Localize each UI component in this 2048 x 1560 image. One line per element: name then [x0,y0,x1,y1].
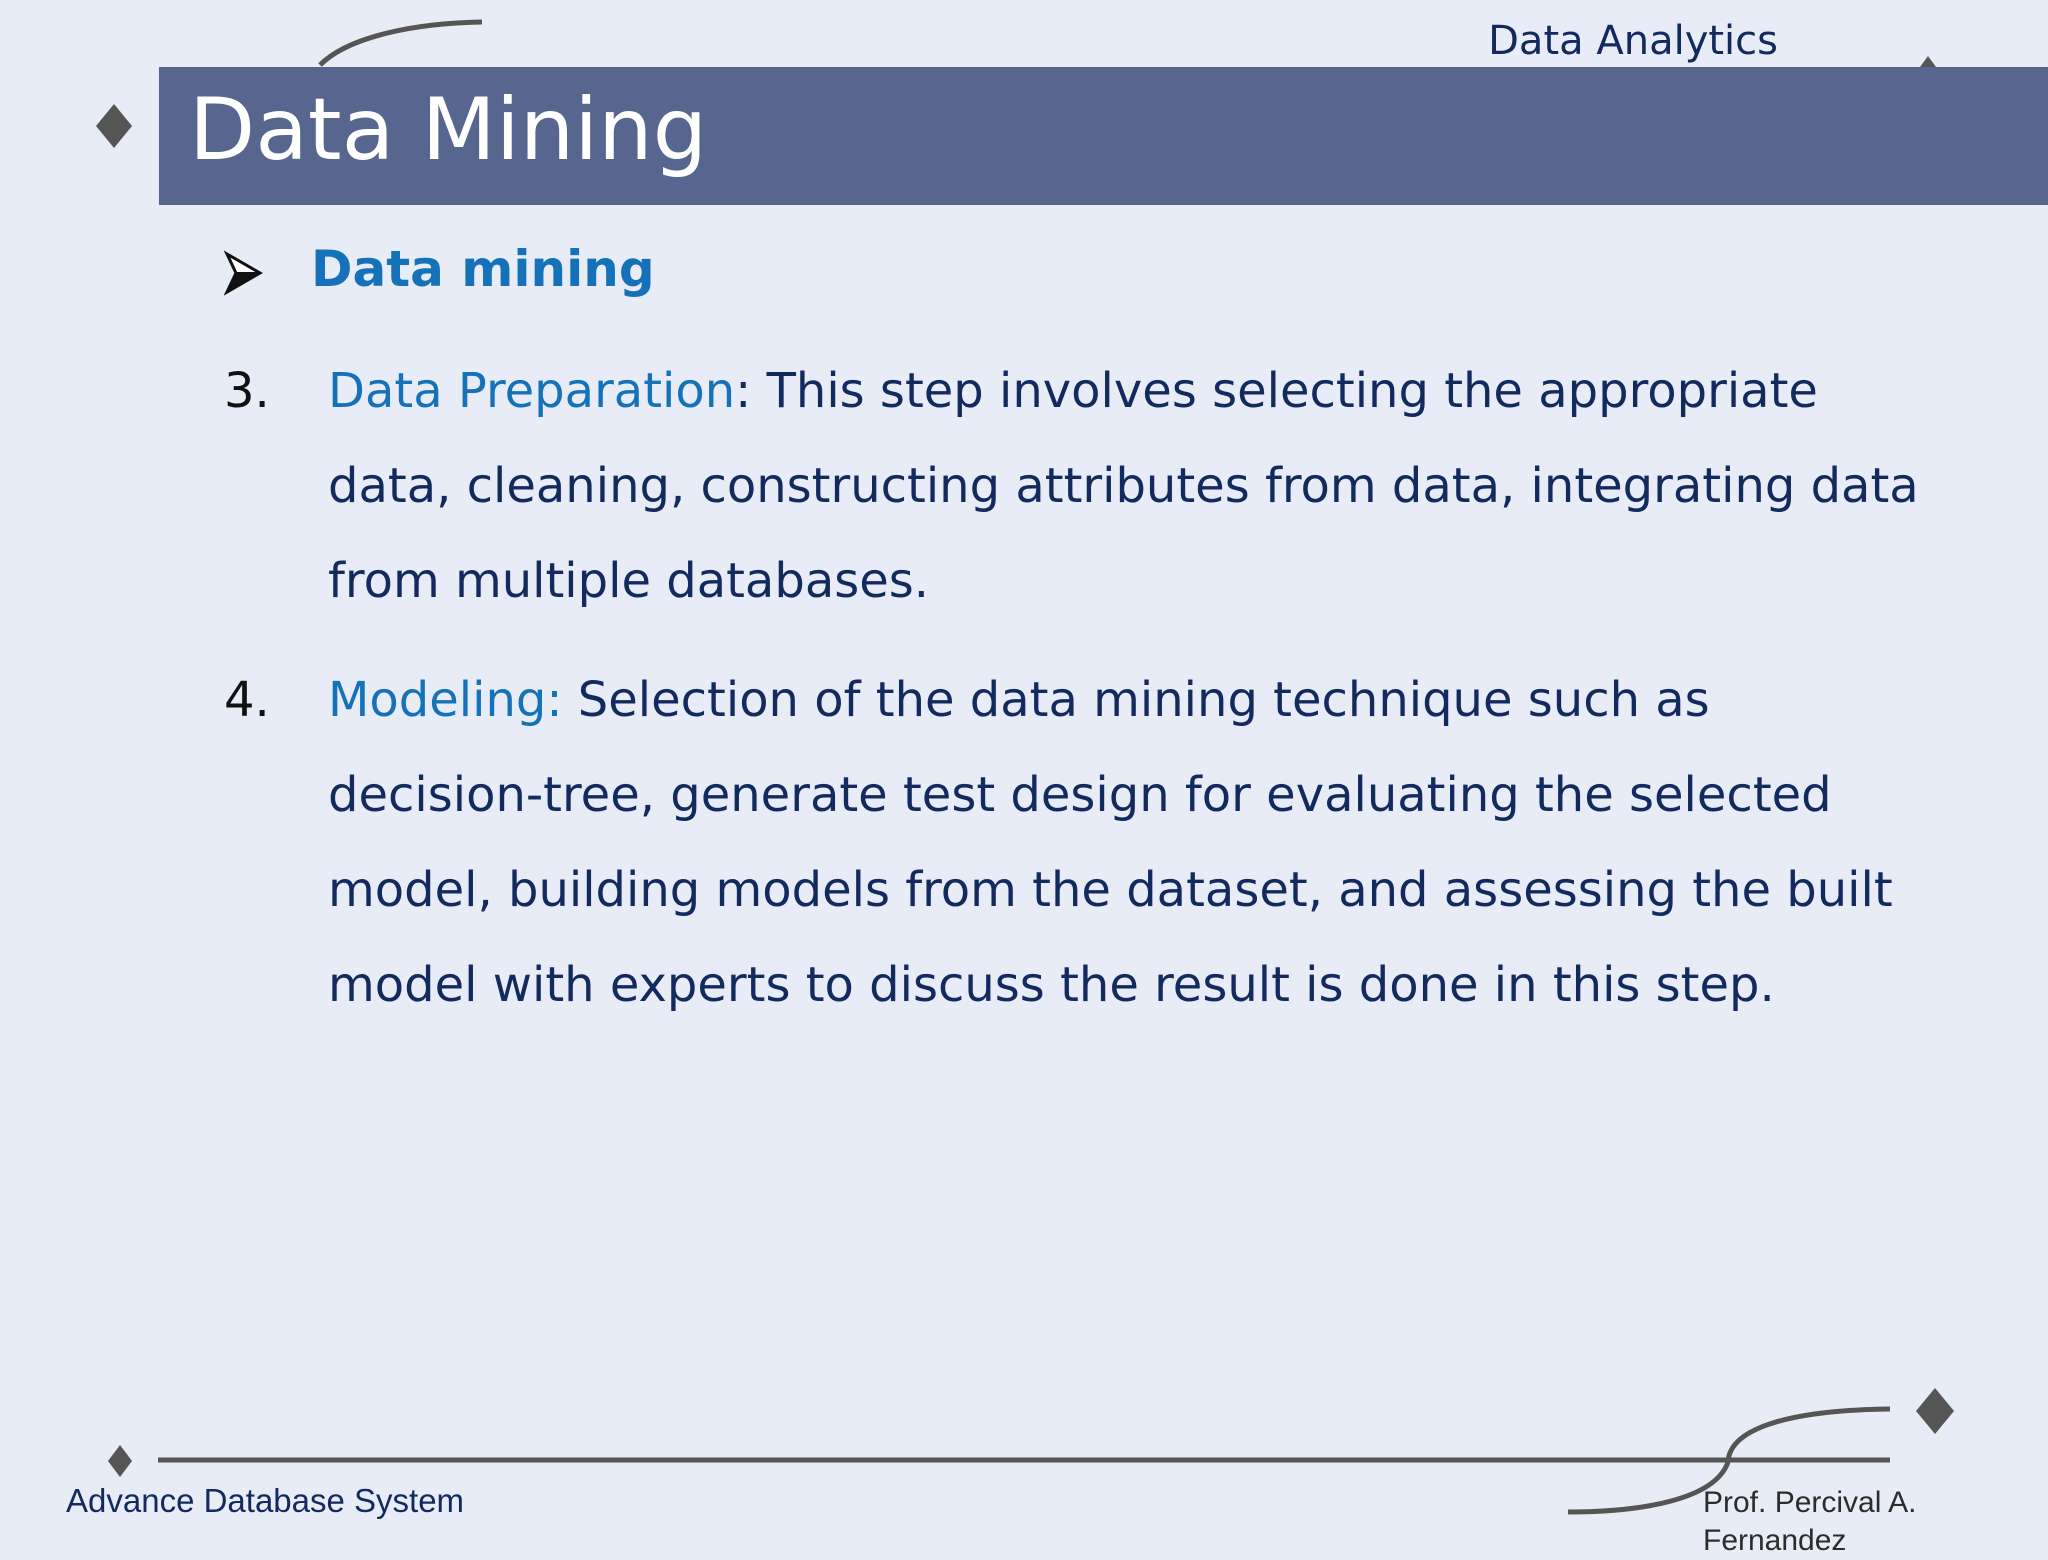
footer-author-line: Prof. Percival A. [1703,1486,1917,1519]
list-item [224,344,1919,629]
footer-course-name: Advance Database System [66,1482,465,1519]
list-item-body [328,653,1893,1033]
list-item-number: 3. [224,363,270,419]
list-item-line [328,653,1888,748]
list-item-body [328,344,1919,629]
footer-author-line: Fernandez [1703,1524,1847,1557]
list-item-line: model with experts to discuss the result is done in this step. [328,957,1775,1013]
slide-header [0,0,2048,210]
slide-title: Data Mining [189,80,708,180]
list-item-number: 4. [224,672,270,728]
list-item-line [328,344,1888,439]
list-item [224,653,1893,1033]
bullet-heading [224,238,1724,310]
list-item-text: : This step involves selecting the appropriate [735,363,1818,419]
list-item-line: data, cleaning, constructing attributes from data, integrating data [328,458,1919,514]
bottom-left-diamond-ornament [108,1445,132,1477]
footer-author [1703,1484,1916,1560]
title-bar [159,67,2048,205]
section-label: Data Analytics [1488,18,1778,64]
list-item-line: model, building models from the dataset, and assessing the built [328,862,1893,918]
list-item-text: Selection of the data mining technique such as [562,672,1710,728]
list-item-term: Modeling: [328,672,563,728]
bottom-right-diamond-ornament [1916,1388,1954,1434]
list-item-term: Data Preparation [328,363,736,419]
bullet-heading-text: Data mining [311,240,655,298]
arrow-bullet-icon [224,248,264,298]
list-item-line: from multiple databases. [328,553,930,609]
list-item-line: decision-tree, generate test design for evaluating the selected [328,767,1832,823]
